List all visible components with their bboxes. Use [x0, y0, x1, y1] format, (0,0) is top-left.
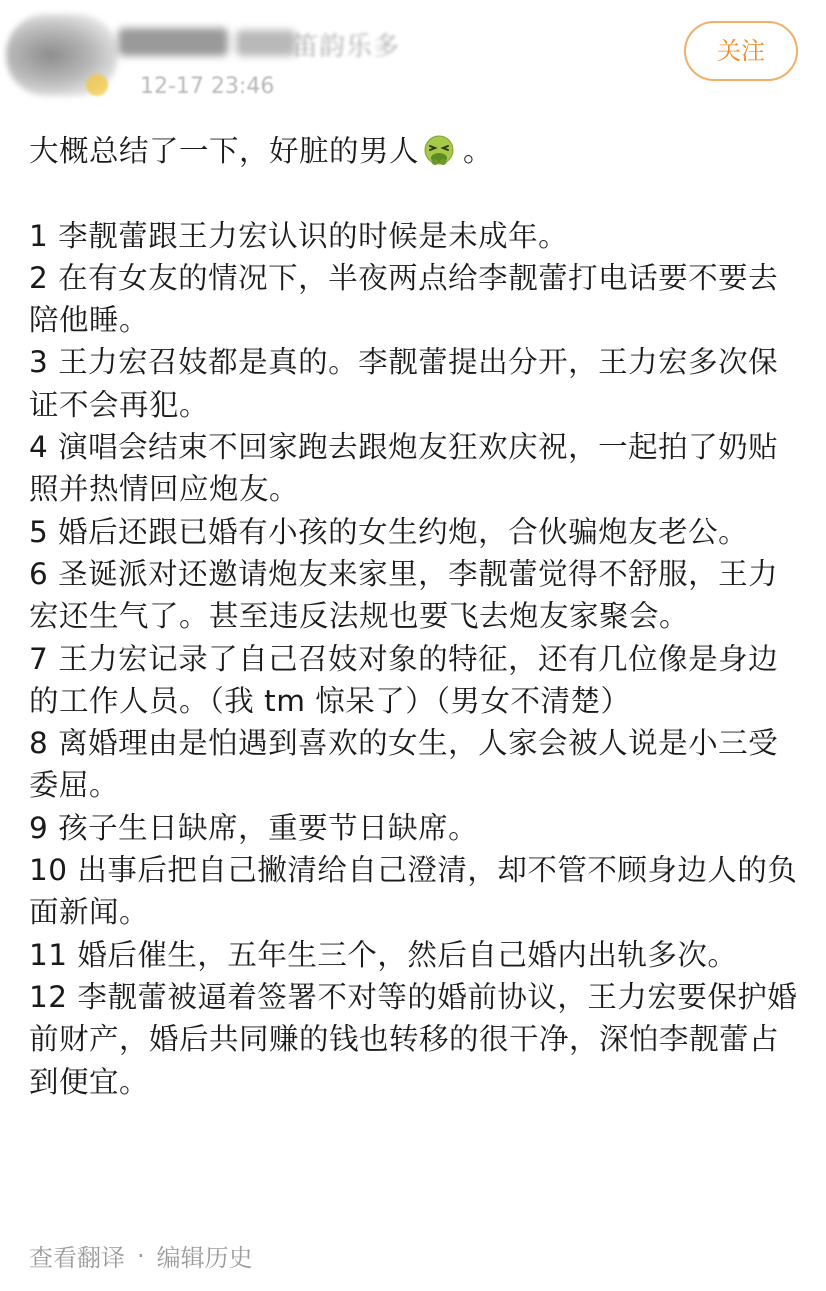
username[interactable]: 笛韵乐多	[292, 32, 401, 62]
post-footer	[29, 1238, 253, 1273]
translate-link[interactable]: 查看翻译	[29, 1244, 125, 1272]
follow-button[interactable]: 关注	[684, 21, 798, 81]
post-timestamp: 12-17 23:46	[140, 74, 275, 99]
list-item: 7 王力宏记录了自己召妓对象的特征，还有几位像是身边的工作人员。（我 tm 惊呆了）（男女不清楚）	[29, 641, 779, 718]
list-item: 3 王力宏召妓都是真的。李靓蕾提出分开，王力宏多次保证不会再犯。	[29, 345, 779, 422]
list-item: 1 李靓蕾跟王力宏认识的时候是未成年。	[29, 218, 569, 253]
verified-badge-icon	[86, 74, 108, 96]
list-item: 10 出事后把自己撇清给自己澄清，却不管不顾身边人的负面新闻。	[29, 853, 798, 930]
post-intro-end: 。	[463, 134, 494, 168]
list-item: 12 李靓蕾被逼着签署不对等的婚前协议，王力宏要保护婚前财产，婚后共同赚的钱也转移的很干净，深怕李靓蕾占到便宜。	[29, 979, 798, 1099]
list-item: 8 离婚理由是怕遇到喜欢的女生，人家会被人说是小三受委屈。	[29, 726, 779, 803]
list-item: 5 婚后还跟已婚有小孩的女生约炮，合伙骗炮友老公。	[29, 514, 749, 549]
post-header	[0, 0, 826, 110]
post-intro-text: 大概总结了一下，好脏的男人	[29, 134, 420, 168]
list-item: 9 孩子生日缺席，重要节日缺席。	[29, 810, 479, 845]
list-item: 11 婚后催生，五年生三个，然后自己婚内出轨多次。	[29, 937, 738, 972]
post-intro	[29, 130, 804, 172]
post-content	[29, 130, 804, 1103]
edit-history-link[interactable]: 编辑历史	[156, 1244, 253, 1272]
list-item: 4 演唱会结束不回家跑去跟炮友狂欢庆祝，一起拍了奶贴照并热情回应炮友。	[29, 430, 779, 507]
list-item: 2 在有女友的情况下，半夜两点给李靓蕾打电话要不要去陪他睡。	[29, 260, 779, 338]
footer-separator: ·	[137, 1241, 145, 1270]
list-item: 6 圣诞派对还邀请炮友来家里，李靓蕾觉得不舒服，王力宏还生气了。甚至违反法规也要飞去炮友家聚会。	[29, 556, 779, 634]
nauseated-face-icon	[423, 135, 455, 167]
